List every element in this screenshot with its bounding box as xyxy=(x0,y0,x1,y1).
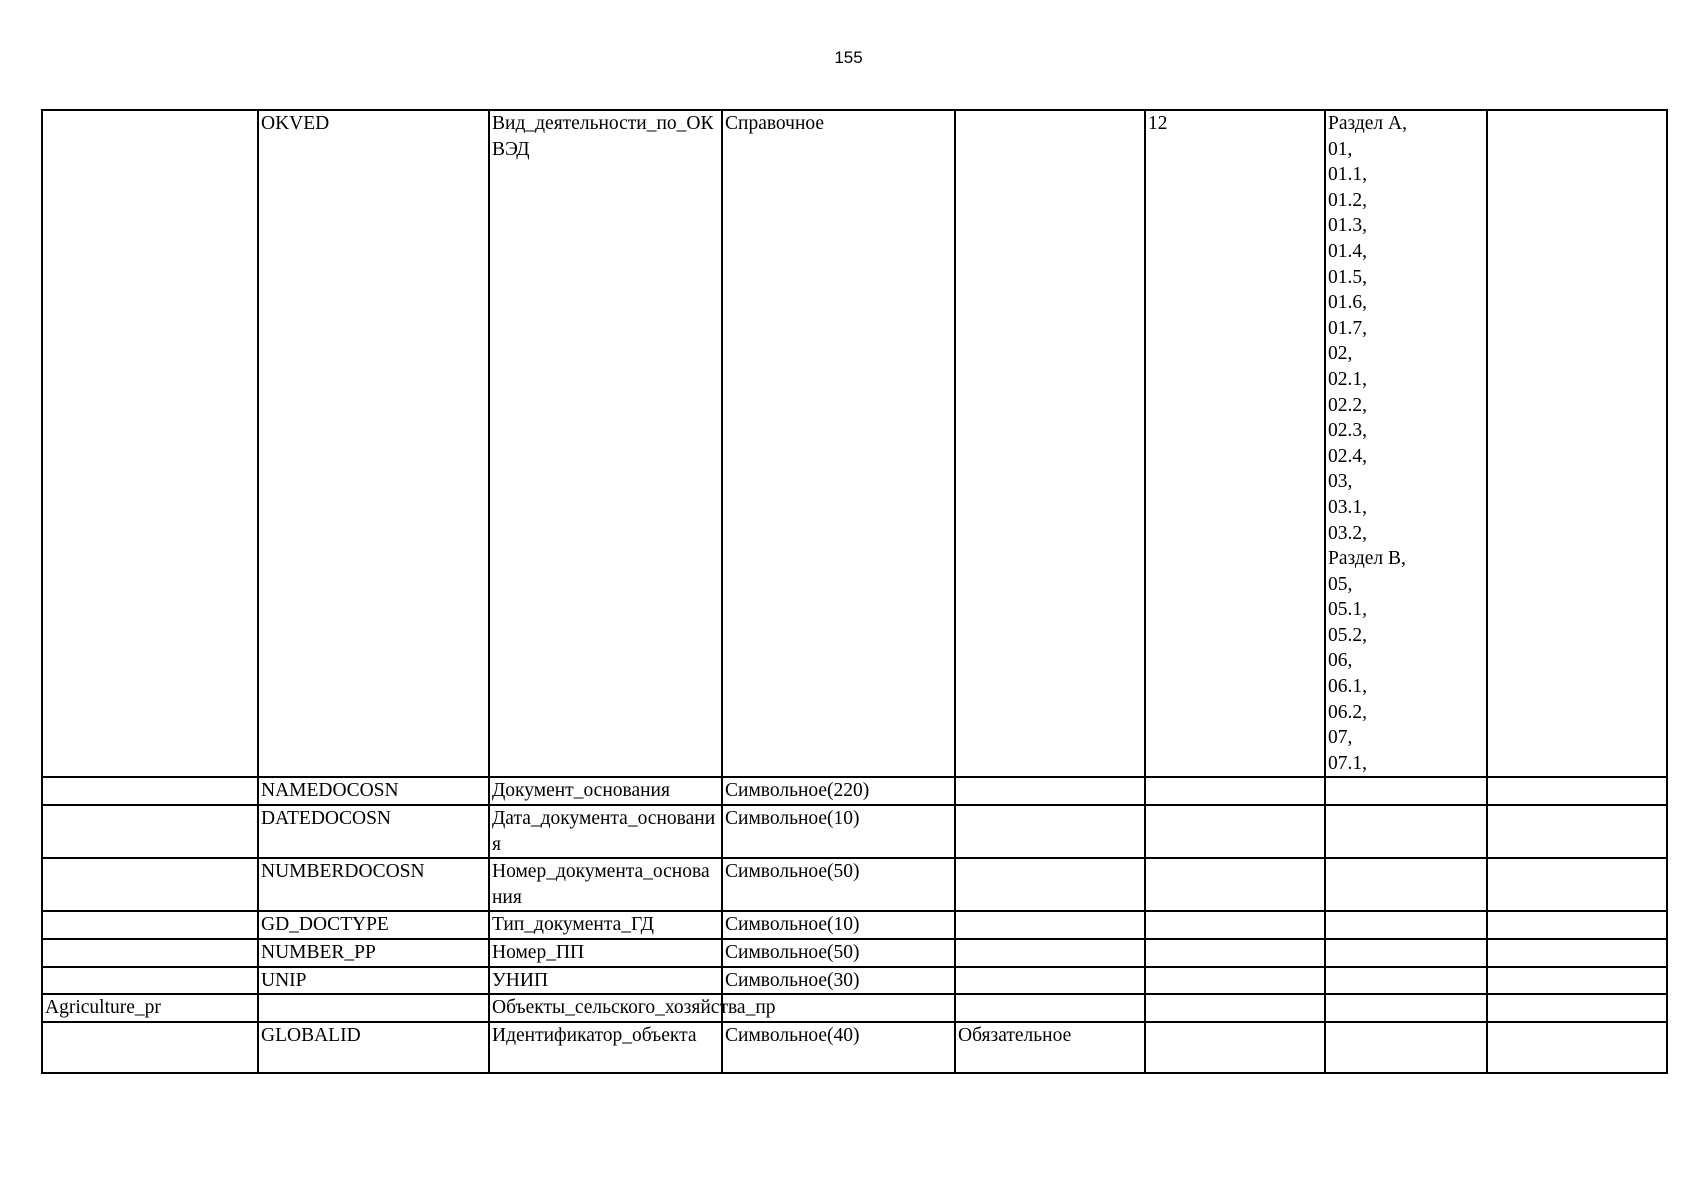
okved-code: 06.2, xyxy=(1328,701,1367,723)
table-cell xyxy=(1145,1022,1325,1073)
okved-code: Раздел В, xyxy=(1328,548,1406,570)
table-cell xyxy=(1145,994,1325,1022)
table-cell xyxy=(42,858,258,911)
table-cell: Номер_ПП xyxy=(489,939,722,967)
table-cell xyxy=(955,967,1145,995)
table-cell xyxy=(955,939,1145,967)
okved-code: 02.3, xyxy=(1328,420,1367,442)
table-cell xyxy=(258,994,489,1022)
table-cell: 12 xyxy=(1145,110,1325,777)
table-cell: Символьное(220) xyxy=(722,777,955,805)
table-row xyxy=(42,777,1667,805)
okved-code: 03.2, xyxy=(1328,522,1367,544)
okved-code: 01.2, xyxy=(1328,189,1367,211)
table-cell: Символьное(40) xyxy=(722,1022,955,1073)
okved-code: 06.1, xyxy=(1328,676,1367,698)
table-cell xyxy=(1325,805,1487,858)
table-cell xyxy=(1145,777,1325,805)
table-cell xyxy=(1487,110,1667,777)
table-cell xyxy=(1145,805,1325,858)
okved-code: 01.1, xyxy=(1328,164,1367,186)
table-cell xyxy=(1325,939,1487,967)
table-cell xyxy=(1325,1022,1487,1073)
table-cell: Символьное(30) xyxy=(722,967,955,995)
table-cell: Тип_документа_ГД xyxy=(489,911,722,939)
table-cell: Идентификатор_объекта xyxy=(489,1022,722,1073)
table-cell: Обязательное xyxy=(955,1022,1145,1073)
okved-code: 01.5, xyxy=(1328,266,1367,288)
table-cell xyxy=(42,777,258,805)
okved-code: 07, xyxy=(1328,727,1353,749)
okved-code: 02.4, xyxy=(1328,445,1367,467)
table-cell: Дата_документа_основания xyxy=(489,805,722,858)
table-row xyxy=(42,939,1667,967)
table-row xyxy=(42,1022,1667,1073)
table-cell xyxy=(1487,967,1667,995)
table-cell xyxy=(1487,858,1667,911)
table-cell xyxy=(1145,939,1325,967)
table-cell xyxy=(42,805,258,858)
table-cell: Вид_деятельности_по_ОКВЭД xyxy=(489,110,722,777)
table-cell: Документ_основания xyxy=(489,777,722,805)
table-cell: Справочное xyxy=(722,110,955,777)
layer-alias-text: Объекты_сельского_хозяйства_пр xyxy=(492,997,776,1019)
table-cell xyxy=(955,110,1145,777)
okved-code: 01.4, xyxy=(1328,240,1367,262)
table-cell xyxy=(489,994,776,1022)
table-cell: GLOBALID xyxy=(258,1022,489,1073)
table-cell xyxy=(1325,911,1487,939)
table-cell xyxy=(1325,967,1487,995)
okved-code: 01.7, xyxy=(1328,317,1367,339)
table-row xyxy=(42,967,1667,995)
table-cell xyxy=(955,805,1145,858)
okved-code: 03, xyxy=(1328,471,1353,493)
table-cell: Символьное(10) xyxy=(722,805,955,858)
table-cell xyxy=(42,911,258,939)
okved-code: 02.1, xyxy=(1328,368,1367,390)
okved-code: 01.3, xyxy=(1328,215,1367,237)
table-cell xyxy=(1325,994,1487,1022)
okved-code: 07.1, xyxy=(1328,752,1367,774)
table-cell xyxy=(42,1022,258,1073)
okved-codes-cell xyxy=(1325,110,1487,777)
table-cell xyxy=(42,939,258,967)
page-number: 155 xyxy=(834,48,863,67)
table-cell xyxy=(1487,939,1667,967)
table-row xyxy=(42,858,1667,911)
okved-code: Раздел А, xyxy=(1328,113,1407,134)
table-cell: Символьное(50) xyxy=(722,858,955,911)
table-cell xyxy=(955,994,1145,1022)
table-cell xyxy=(955,777,1145,805)
table-cell xyxy=(1145,858,1325,911)
okved-code: 03.1, xyxy=(1328,496,1367,518)
table-cell xyxy=(955,858,1145,911)
table-cell xyxy=(42,110,258,777)
table-row xyxy=(42,805,1667,858)
table-cell: DATEDOCOSN xyxy=(258,805,489,858)
table-cell xyxy=(1487,1022,1667,1073)
table-cell xyxy=(1487,994,1667,1022)
table-cell: OKVED xyxy=(258,110,489,777)
table-cell xyxy=(955,911,1145,939)
table-cell: Символьное(10) xyxy=(722,911,955,939)
okved-code: 05.2, xyxy=(1328,624,1367,646)
table-cell: УНИП xyxy=(489,967,722,995)
table-cell xyxy=(1487,777,1667,805)
table-cell xyxy=(42,967,258,995)
table-cell xyxy=(1325,777,1487,805)
table-cell: NUMBERDOCOSN xyxy=(258,858,489,911)
table-cell: NAMEDOCOSN xyxy=(258,777,489,805)
okved-code: 05.1, xyxy=(1328,599,1367,621)
table-cell xyxy=(1487,911,1667,939)
okved-code: 05, xyxy=(1328,573,1353,595)
attribute-table xyxy=(41,109,1668,1074)
okved-code: 06, xyxy=(1328,650,1353,672)
table-row xyxy=(42,110,1667,777)
table-cell xyxy=(1145,967,1325,995)
table-cell: NUMBER_PP xyxy=(258,939,489,967)
table-cell: Номер_документа_основания xyxy=(489,858,722,911)
okved-code: 02.2, xyxy=(1328,394,1367,416)
okved-code: 01, xyxy=(1328,138,1353,160)
table-row xyxy=(42,911,1667,939)
table-cell xyxy=(1145,911,1325,939)
table-cell xyxy=(1325,858,1487,911)
table-cell: Символьное(50) xyxy=(722,939,955,967)
table-cell xyxy=(1487,805,1667,858)
okved-code: 01.6, xyxy=(1328,292,1367,314)
table-cell: GD_DOCTYPE xyxy=(258,911,489,939)
table-cell: UNIP xyxy=(258,967,489,995)
okved-code: 02, xyxy=(1328,343,1353,365)
table-row xyxy=(42,994,1667,1022)
table-cell: Agriculture_pr xyxy=(42,994,258,1022)
